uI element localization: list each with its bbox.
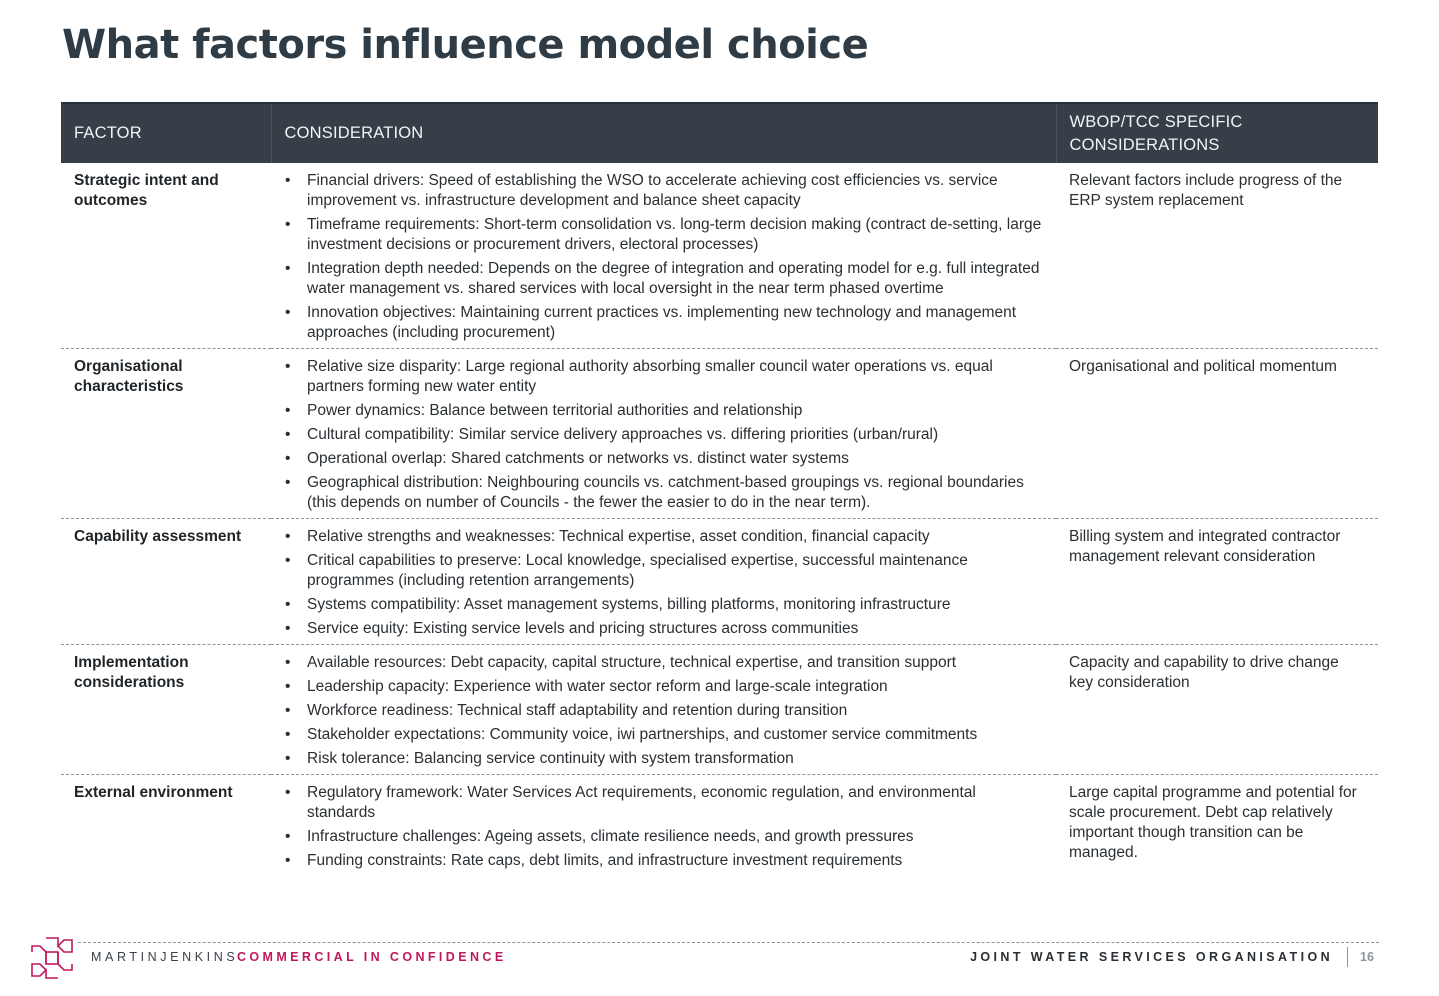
consideration-item: • Innovation objectives: Maintaining current practices vs. implementing new technology and management approaches (including procurement) (283, 303, 1044, 343)
consideration-cell (271, 775, 1056, 877)
page-title: What factors influence model choice (62, 22, 869, 68)
specific-consideration-cell: Large capital programme and potential for scale procurement. Debt cap relatively important though transition can be managed. (1056, 775, 1378, 877)
page-number: 16 (1360, 950, 1374, 964)
footer-brand: MARTINJENKINS (91, 950, 239, 964)
consideration-item: • Geographical distribution: Neighbouring councils vs. catchment-based groupings vs. regional boundaries (this depends on number of Councils - the fewer the easier to do in the near term). (283, 473, 1044, 513)
factor-cell: External environment (61, 775, 271, 877)
consideration-cell (271, 349, 1056, 519)
consideration-cell (271, 519, 1056, 645)
table-row (61, 349, 1378, 519)
consideration-item: • Risk tolerance: Balancing service continuity with system transformation (283, 749, 1044, 769)
table-body (61, 163, 1378, 876)
specific-consideration-cell: Billing system and integrated contractor management relevant consideration (1056, 519, 1378, 645)
specific-consideration-cell: Organisational and political momentum (1056, 349, 1378, 519)
consideration-cell (271, 645, 1056, 775)
consideration-item: • Critical capabilities to preserve: Local knowledge, specialised expertise, successful maintenance programmes (including retention arrangements) (283, 551, 1044, 591)
consideration-item: • Available resources: Debt capacity, capital structure, technical expertise, and transition support (283, 653, 1044, 673)
table-row (61, 519, 1378, 645)
consideration-item: • Regulatory framework: Water Services Act requirements, economic regulation, and environmental standards (283, 783, 1044, 823)
consideration-item: • Power dynamics: Balance between territorial authorities and relationship (283, 401, 1044, 421)
consideration-list (283, 653, 1044, 769)
table-header-row (61, 103, 1378, 163)
consideration-item: • Workforce readiness: Technical staff adaptability and retention during transition (283, 701, 1044, 721)
consideration-item: • Service equity: Existing service levels and pricing structures across communities (283, 619, 1044, 639)
consideration-cell (271, 163, 1056, 349)
footer-confidentiality: COMMERCIAL IN CONFIDENCE (237, 950, 507, 964)
factor-cell: Organisational characteristics (61, 349, 271, 519)
consideration-item: • Cultural compatibility: Similar service delivery approaches vs. differing priorities (urban/rural) (283, 425, 1044, 445)
header-consideration: CONSIDERATION (271, 103, 1056, 163)
consideration-list (283, 527, 1044, 639)
consideration-list (283, 171, 1044, 343)
specific-consideration-cell: Relevant factors include progress of the ERP system replacement (1069, 172, 1343, 209)
table-row (61, 645, 1378, 775)
consideration-list (283, 783, 1044, 871)
consideration-item: • Systems compatibility: Asset management systems, billing platforms, monitoring infrastructure (283, 595, 1044, 615)
consideration-item: • Infrastructure challenges: Ageing assets, climate resilience needs, and growth pressures (283, 827, 1044, 847)
factor-cell: Implementation considerations (61, 645, 271, 775)
table-row (61, 163, 1378, 349)
consideration-list (283, 357, 1044, 513)
factors-table (61, 102, 1378, 876)
factor-cell: Capability assessment (61, 519, 271, 645)
consideration-item: • Integration depth needed: Depends on the degree of integration and operating model for e.g. full integrated water management vs. shared services with local oversight in the near term phased overtime (283, 259, 1044, 299)
consideration-item: • Relative strengths and weaknesses: Technical expertise, asset condition, financial capacity (283, 527, 1044, 547)
consideration-item: • Financial drivers: Speed of establishing the WSO to accelerate achieving cost efficiencies vs. service improvement vs. infrastructure development and balance sheet capacity (283, 171, 1044, 211)
footer-divider (78, 942, 1379, 943)
table-row (61, 775, 1378, 877)
footer-separator (1347, 947, 1348, 967)
factor-cell: Strategic intent and outcomes (74, 172, 219, 209)
consideration-item: • Stakeholder expectations: Community voice, iwi partnerships, and customer service commitments (283, 725, 1044, 745)
consideration-item: • Timeframe requirements: Short-term consolidation vs. long-term decision making (contract de-setting, large investment decisions or procurement drivers, electoral processes) (283, 215, 1044, 255)
consideration-item: • Leadership capacity: Experience with water sector reform and large-scale integration (283, 677, 1044, 697)
specific-consideration-cell: Capacity and capability to drive change key consideration (1056, 645, 1378, 775)
martinjenkins-logo-icon (28, 934, 76, 982)
consideration-item: • Relative size disparity: Large regional authority absorbing smaller council water operations vs. equal partners forming new water entity (283, 357, 1044, 397)
header-factor: FACTOR (61, 103, 271, 163)
consideration-item: • Operational overlap: Shared catchments or networks vs. distinct water systems (283, 449, 1044, 469)
header-specific: WBOP/TCC SPECIFIC CONSIDERATIONS (1056, 103, 1378, 163)
footer-organisation: JOINT WATER SERVICES ORGANISATION (970, 950, 1333, 964)
consideration-item: • Funding constraints: Rate caps, debt limits, and infrastructure investment requirements (283, 851, 1044, 871)
